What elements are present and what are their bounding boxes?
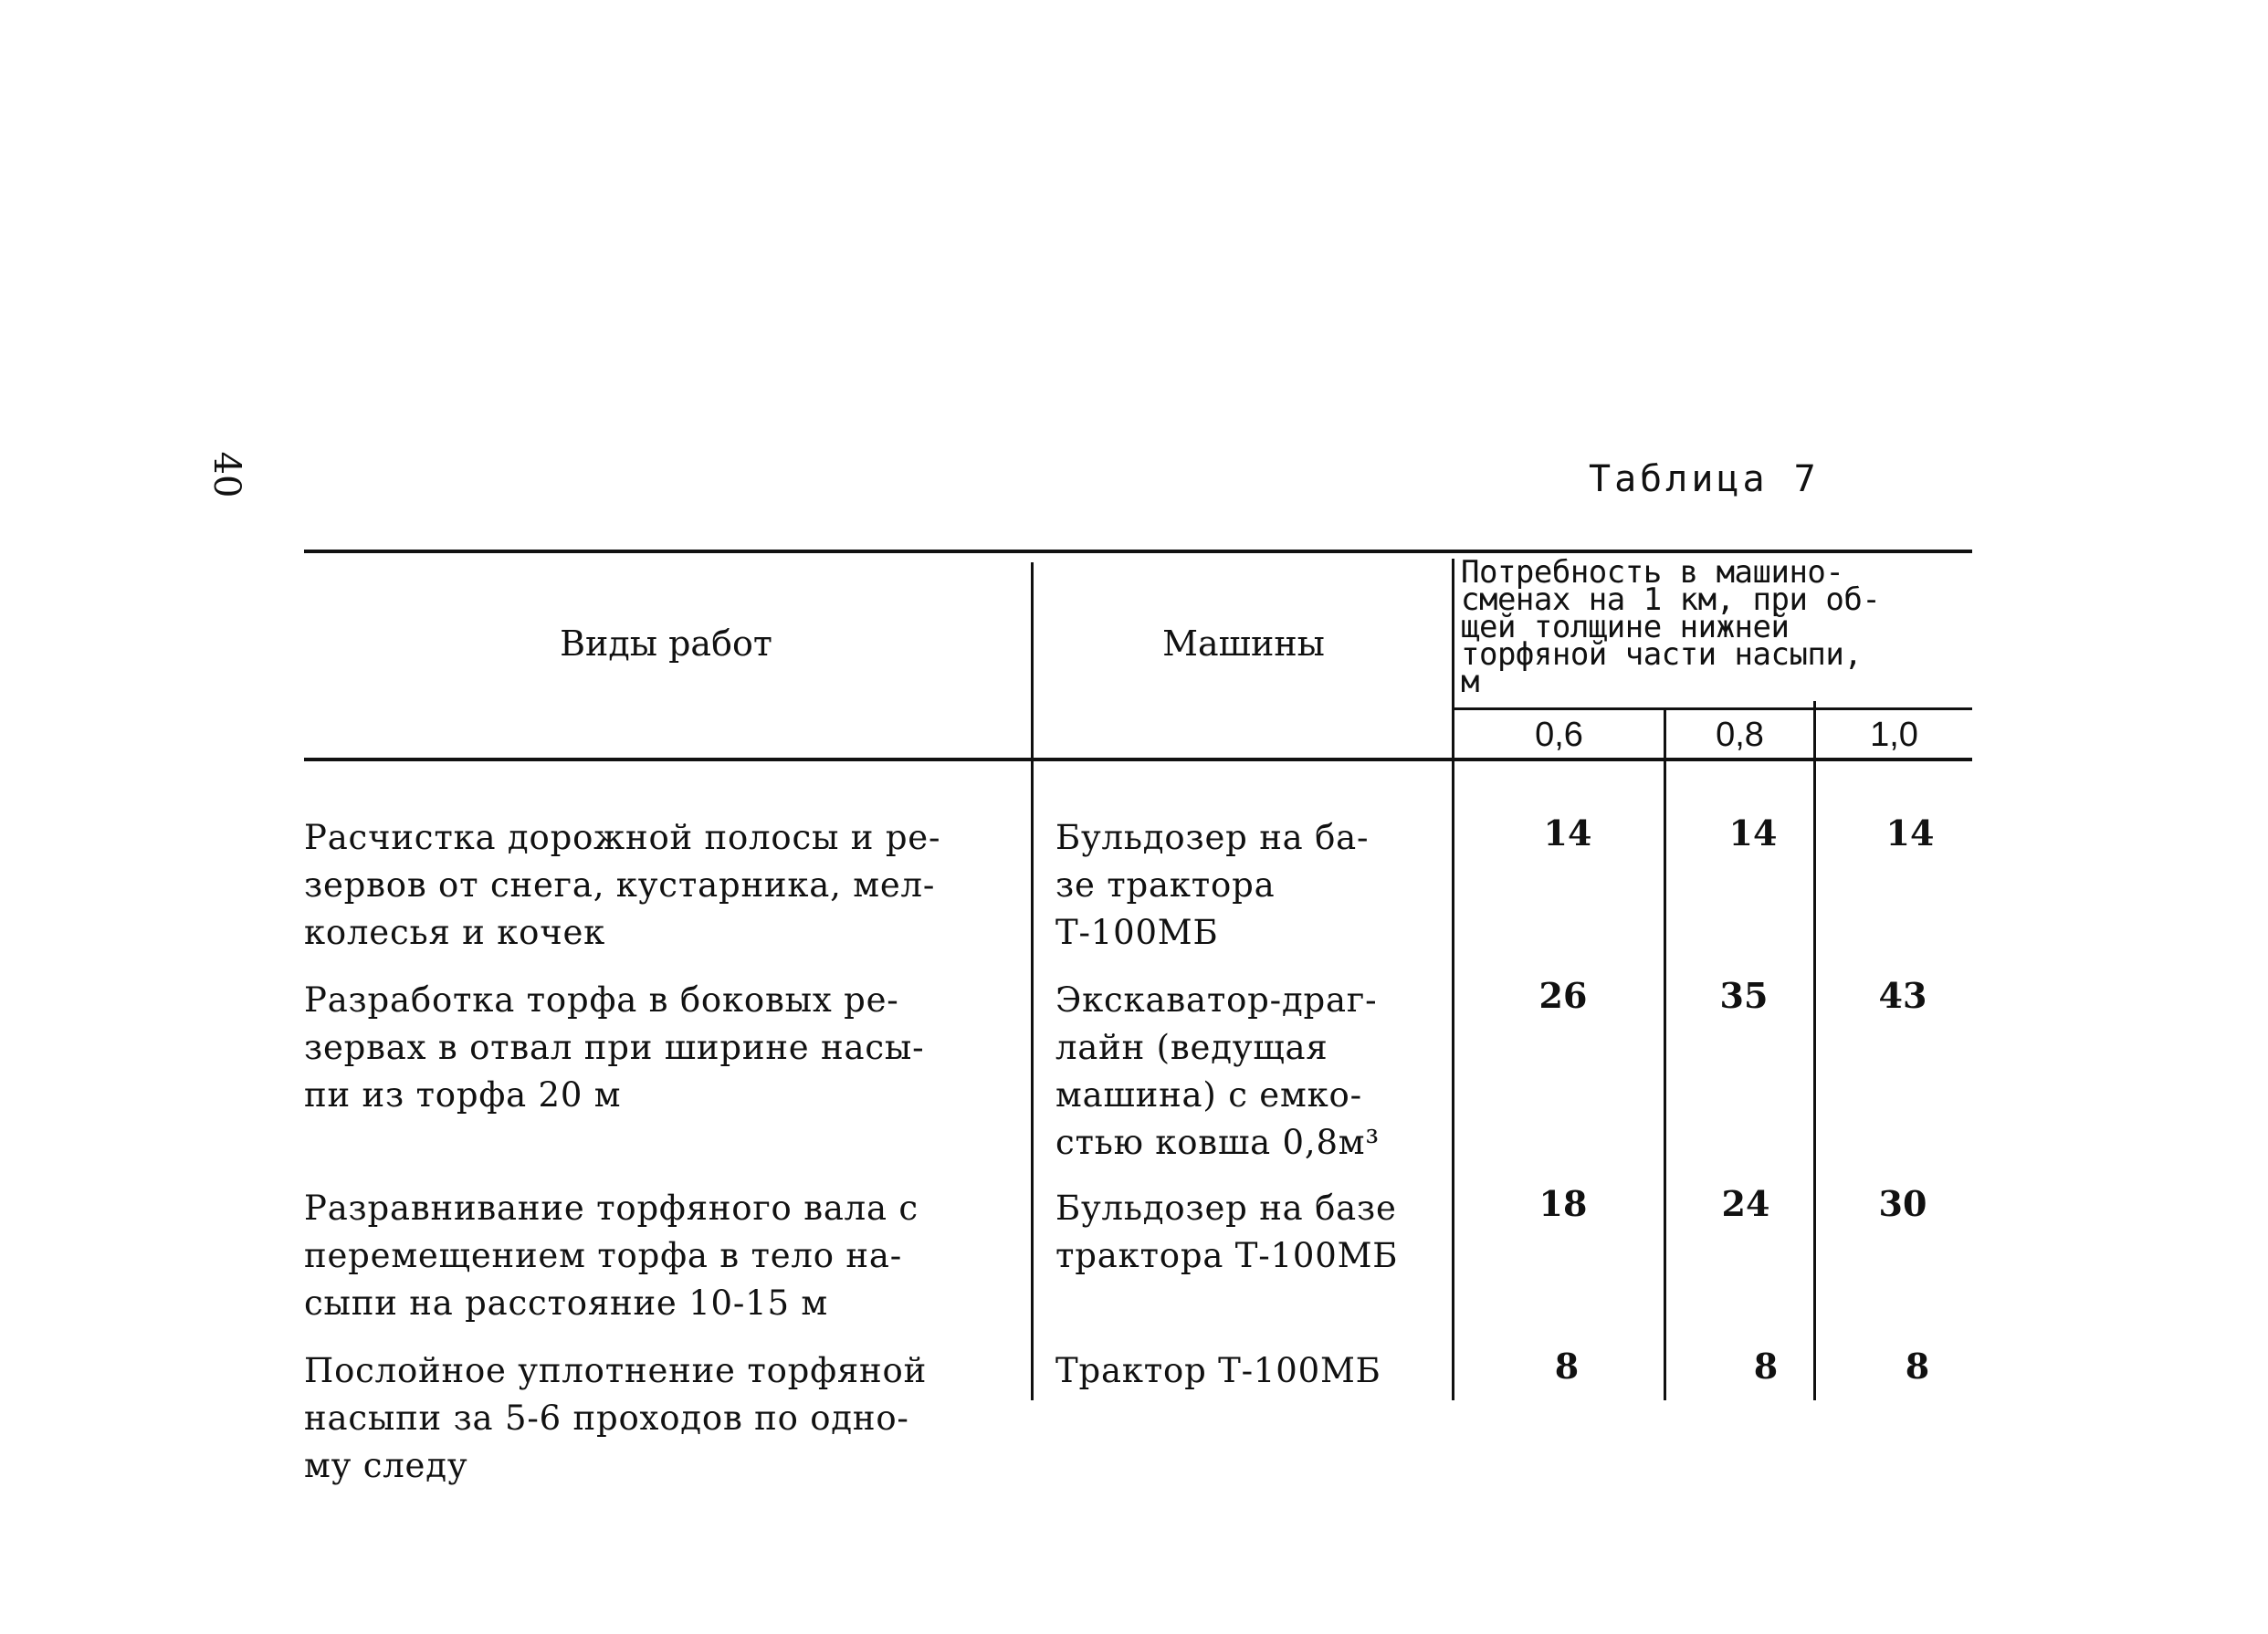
row-1-value-0-8: 14 xyxy=(1728,812,1778,854)
header-bottom-rule xyxy=(304,758,1972,761)
row-4-value-0-8: 8 xyxy=(1753,1346,1779,1387)
row-1-machine: Бульдозер на ба- зе трактора Т-100МБ xyxy=(1055,818,1370,952)
table-caption-number: 7 xyxy=(1793,458,1820,500)
table-caption-word: Таблица xyxy=(1589,458,1769,500)
row-1-value-1-0: 14 xyxy=(1885,812,1935,854)
row-2-work: Разработка торфа в боковых ре- зервах в отвал при ширине насы- пи из торфа 20 м xyxy=(304,980,925,1115)
row-3-value-0-6: 18 xyxy=(1538,1183,1588,1224)
row-3-value-0-8: 24 xyxy=(1721,1183,1770,1224)
header-thickness-1-0: 1,0 xyxy=(1870,716,1918,754)
column-divider-thickness-1 xyxy=(1664,710,1666,1400)
table-caption xyxy=(1589,458,1820,500)
row-2-machine: Экскаватор-драг- лайн (ведущая машина) с емко- стью ковша 0,8м³ xyxy=(1055,980,1381,1162)
header-machine-shift-need: Потребность в машино- сменах на 1 км, при об- щей толщине нижней торфяной части насыпи, м xyxy=(1461,554,1881,700)
row-4-value-0-6: 8 xyxy=(1554,1346,1580,1387)
column-divider-thickness-2 xyxy=(1813,701,1816,1400)
header-work-types: Виды работ xyxy=(560,623,772,664)
row-2-value-0-6: 26 xyxy=(1538,975,1588,1016)
page-number: 40 xyxy=(205,451,247,498)
row-1-work: Расчистка дорожной полосы и ре- зервов от снега, кустарника, мел- колесья и кочек xyxy=(304,818,941,952)
header-thickness-0-6: 0,6 xyxy=(1535,716,1583,754)
row-3-value-1-0: 30 xyxy=(1878,1183,1927,1224)
header-thickness-0-8: 0,8 xyxy=(1716,716,1764,754)
row-1-value-0-6: 14 xyxy=(1543,812,1592,854)
row-4-machine: Трактор Т-100МБ xyxy=(1055,1351,1381,1390)
row-4-work: Послойное уплотнение торфяной насыпи за 5-6 проходов по одно- му следу xyxy=(304,1351,928,1485)
row-2-value-1-0: 43 xyxy=(1878,975,1927,1016)
row-2-value-0-8: 35 xyxy=(1719,975,1769,1016)
row-3-work: Разравнивание торфяного вала с перемещением торфа в тело на- сыпи на расстояние 10-15 м xyxy=(304,1189,919,1323)
thickness-header-rule xyxy=(1452,707,1972,710)
row-4-value-1-0: 8 xyxy=(1905,1346,1930,1387)
row-3-machine: Бульдозер на базе трактора Т-100МБ xyxy=(1055,1189,1399,1275)
table-top-rule xyxy=(304,550,1972,553)
header-machines: Машины xyxy=(1162,623,1325,664)
